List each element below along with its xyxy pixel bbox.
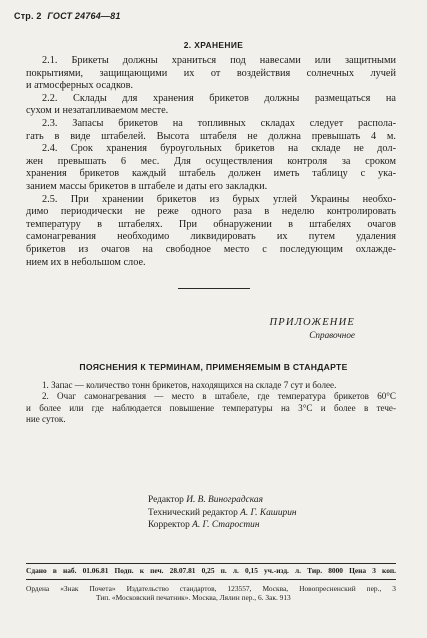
terms-body — [26, 380, 396, 426]
editor-name: И. В. Виноградская — [186, 495, 263, 505]
imprint-printer-line: Тип. «Московский печатник». Москва, Лялин пер., 6. Зак. 913 — [96, 593, 291, 603]
corrector-line — [148, 519, 297, 532]
text-line: и более или где наблюдается повышение температуры на 3°С и более в тече- — [26, 402, 396, 413]
text-line: 2.1. Брикеты должны храниться под навесами или защитными — [42, 55, 396, 66]
tech-editor-name: А. Г. Каширин — [240, 507, 297, 518]
corrector-name: А. Г. Старостин — [192, 520, 260, 531]
standard-number: ГОСТ 24764—81 — [47, 11, 121, 21]
text-line: жен превышать 6 мес. Для осуществления контроля за сроком — [26, 155, 396, 167]
text-line: брикетов из очагов на свободное место с последующим охлажде- — [26, 243, 396, 255]
text-line: 2. Очаг самонагревания — место в штабеле, где температура брикетов 60°С — [42, 391, 396, 402]
text-line: 1. Запас — количество тонн брикетов, находящихся на складе 7 сут и более. — [42, 380, 337, 390]
imprint-rule-top — [26, 563, 396, 564]
text-line: 2.4. Срок хранения буроугольных брикетов на складе не дол- — [42, 143, 396, 155]
imprint-publisher-line: Ордена «Знак Почета» Издательство стандартов, 123557, Москва, Новопресненский пер., 3 — [26, 584, 396, 593]
tech-editor-line — [148, 507, 297, 520]
text-line: сухом и незатапливаемом месте. — [26, 105, 169, 117]
text-line: 2.3. Запасы брикетов на топливных складах следует распола- — [42, 117, 396, 129]
text-line: занием массы брикетов в штабеле и даты его закладки. — [26, 180, 268, 192]
appendix-title: ПРИЛОЖЕНИЕ — [269, 317, 355, 328]
editors-block — [148, 494, 297, 532]
editor-line — [148, 494, 297, 507]
text-line: 2.2. Склады для хранения брикетов должны размещаться на — [42, 92, 396, 104]
separator-rule — [178, 288, 250, 289]
page-label: Стр. 2 — [14, 11, 42, 21]
text-line: температуру в штабелях. При обнаружении в штабелях очагов — [26, 218, 396, 230]
terms-title: ПОЯСНЕНИЯ К ТЕРМИНАМ, ПРИМЕНЯЕМЫМ В СТАНДАРТЕ — [79, 362, 348, 372]
text-line: 2.5. При хранении брикетов из бурых углей Украины необхо- — [42, 193, 396, 205]
appendix-subtitle: Справочное — [309, 330, 355, 340]
corrector-role: Корректор — [148, 520, 190, 531]
text-line: самонагревания необходимо ликвидировать их путем удаления — [26, 231, 396, 243]
editor-role: Редактор — [148, 495, 184, 505]
imprint-rule-bottom — [26, 579, 396, 580]
text-line: хранения брикетов каждый штабель должен иметь таблицу с ука- — [26, 168, 396, 180]
text-line: гать в виде штабелей. Высота штабеля не должна превышать 4 м. — [26, 130, 396, 142]
running-header — [14, 11, 121, 21]
imprint-print-data: Сдано в наб. 01.06.81 Подп. к печ. 28.07.81 0,25 п. л. 0,15 уч.-изд. л. Тир. 8000 Цена 3 коп. — [26, 566, 396, 575]
section-body — [26, 55, 396, 269]
section-title: 2. ХРАНЕНИЕ — [183, 40, 244, 50]
text-line: димо периодически не реже одного раза в неделю контролировать — [26, 206, 396, 218]
text-line: и атмосферных осадков. — [26, 80, 134, 92]
text-line: нием их в небольшом слое. — [26, 256, 146, 268]
text-line: ние суток. — [26, 414, 66, 425]
text-line: покрытиями, защищающими их от воздействия солнечных лучей — [26, 67, 396, 79]
tech-editor-role: Технический редактор — [148, 507, 238, 518]
imprint-publisher — [26, 584, 396, 602]
